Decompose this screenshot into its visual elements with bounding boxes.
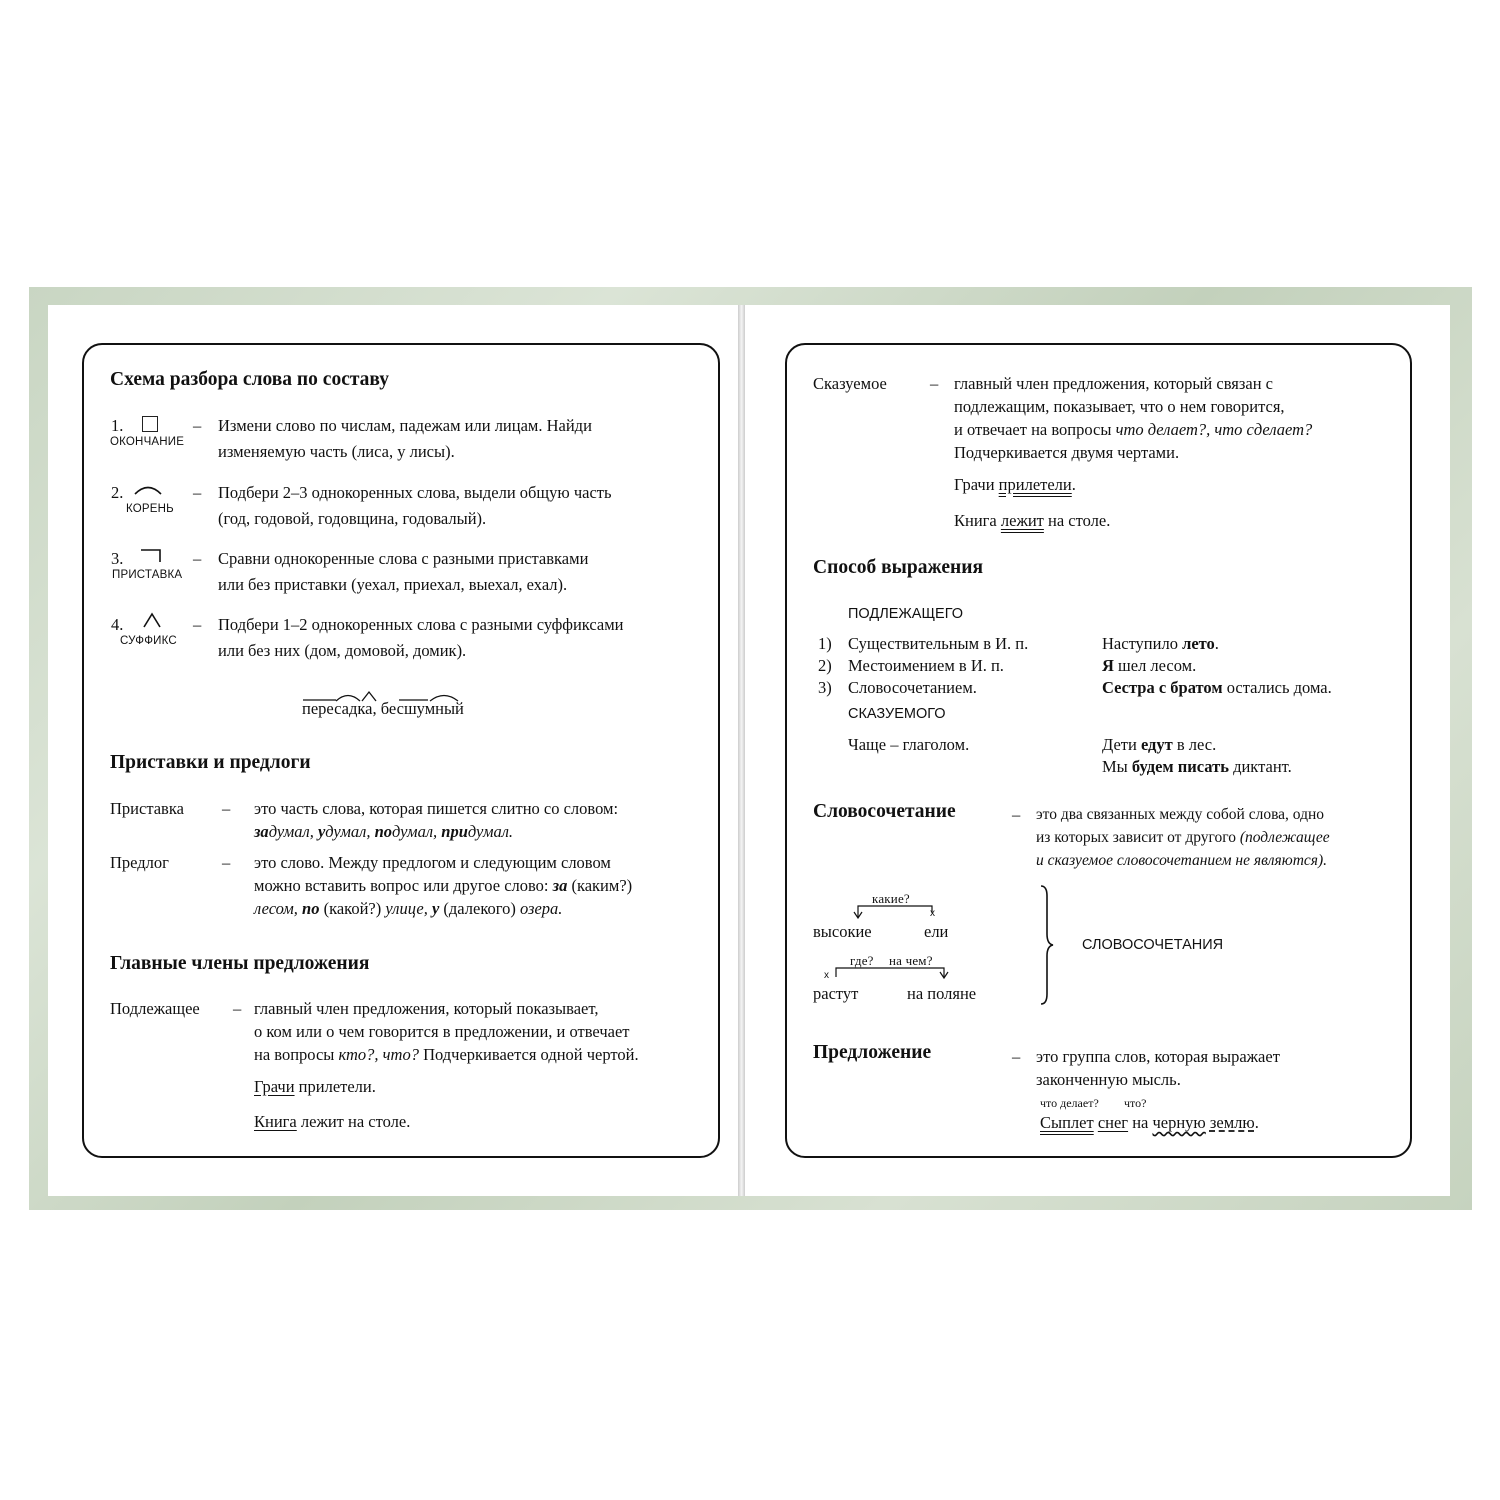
definition: на вопросы кто?, что? Подчеркивается одной чертой. bbox=[254, 1045, 639, 1064]
item-text: или без них (дом, домовой, домик). bbox=[218, 641, 467, 660]
item-text: или без приставки (уехал, приехал, выехал, ехал). bbox=[218, 575, 568, 594]
dash: – bbox=[222, 799, 231, 818]
phrase-arrow bbox=[852, 903, 937, 919]
term: Сказуемое bbox=[813, 374, 887, 393]
definition: это часть слова, которая пишется слитно со словом: bbox=[254, 799, 619, 818]
definition: подлежащим, показывает, что о нем говорится, bbox=[954, 397, 1285, 416]
definition: главный член предложения, который показывает, bbox=[254, 999, 599, 1018]
definition: главный член предложения, который связан с bbox=[954, 374, 1273, 393]
phrase-word: высокие bbox=[813, 922, 872, 941]
item-text: Подбери 2–3 однокоренных слова, выдели общую часть bbox=[218, 483, 612, 502]
definition: и сказуемое словосочетанием не являются). bbox=[1036, 852, 1328, 869]
item-number: 1. bbox=[111, 416, 124, 435]
example-words: пересадка, бесшумный bbox=[302, 699, 464, 718]
prefix-icon bbox=[140, 549, 162, 563]
morpheme-label: СУФФИКС bbox=[120, 635, 177, 647]
section-title: Способ выражения bbox=[813, 557, 984, 578]
dash: – bbox=[193, 483, 202, 502]
question-label: где? bbox=[850, 953, 874, 968]
morpheme-label: ОКОНЧАНИЕ bbox=[110, 436, 185, 448]
brace bbox=[1038, 884, 1058, 1006]
main-word-mark: х bbox=[824, 970, 830, 981]
dash: – bbox=[193, 549, 202, 568]
phrase-arrow bbox=[832, 965, 952, 983]
section-title: Приставки и предлоги bbox=[110, 752, 311, 773]
example-sentence: Грачи прилетели. bbox=[954, 475, 1076, 494]
example-sentence: Грачи прилетели. bbox=[254, 1077, 376, 1096]
subheading: ПОДЛЕЖАЩЕГО bbox=[848, 606, 964, 622]
term: Подлежащее bbox=[110, 999, 200, 1018]
item-number: 2. bbox=[111, 483, 124, 502]
question-label: какие? bbox=[872, 891, 910, 906]
term: Предлог bbox=[110, 853, 169, 872]
row-example: Я шел лесом. bbox=[1102, 656, 1197, 675]
phrase-word: растут bbox=[813, 984, 859, 1003]
item-text: (год, годовой, годовщина, годовалый). bbox=[218, 509, 487, 528]
root-icon bbox=[133, 483, 163, 495]
book-spine bbox=[738, 305, 745, 1196]
subheading: СКАЗУЕМОГО bbox=[848, 706, 946, 722]
definition: это два связанных между собой слова, одно bbox=[1036, 806, 1325, 823]
row-method: Существительным в И. п. bbox=[848, 634, 1029, 653]
question-label: что? bbox=[1124, 1096, 1147, 1110]
definition: законченную мысль. bbox=[1036, 1070, 1181, 1089]
dash: – bbox=[222, 853, 231, 872]
ending-icon bbox=[142, 416, 158, 432]
example-sentence: Книга лежит на столе. bbox=[954, 511, 1111, 530]
row-method: Местоимением в И. п. bbox=[848, 656, 1004, 675]
section-title: Схема разбора слова по составу bbox=[110, 369, 390, 390]
dash: – bbox=[930, 374, 939, 393]
dash: – bbox=[193, 416, 202, 435]
example: задумал, удумал, подумал, придумал. bbox=[254, 822, 514, 841]
row-example: Дети едут в лес. bbox=[1102, 735, 1217, 754]
item-text: Сравни однокоренные слова с разными приставками bbox=[218, 549, 589, 568]
item-text: Подбери 1–2 однокоренных слова с разными суффиксами bbox=[218, 615, 624, 634]
row-method: Чаще – глаголом. bbox=[848, 735, 970, 754]
row-example: Наступило лето. bbox=[1102, 634, 1219, 653]
row-number: 3) bbox=[818, 678, 832, 697]
dash: – bbox=[1012, 1047, 1021, 1066]
definition: это группа слов, которая выражает bbox=[1036, 1047, 1280, 1066]
section-title: Словосочетание bbox=[813, 801, 956, 822]
row-example: Сестра с братом остались дома. bbox=[1102, 678, 1332, 697]
dash: – bbox=[1012, 805, 1021, 824]
definition: и отвечает на вопросы что делает?, что сделает? bbox=[954, 420, 1313, 439]
term: Приставка bbox=[110, 799, 184, 818]
item-text: изменяемую часть (лиса, у лисы). bbox=[218, 442, 455, 461]
item-number: 3. bbox=[111, 549, 124, 568]
morpheme-label: КОРЕНЬ bbox=[126, 503, 174, 515]
example-sentence: Книга лежит на столе. bbox=[254, 1112, 411, 1131]
brace-label: СЛОВОСОЧЕТАНИЯ bbox=[1082, 937, 1224, 953]
definition: можно вставить вопрос или другое слово: за (каким?) bbox=[254, 876, 633, 895]
morpheme-label: ПРИСТАВКА bbox=[112, 569, 183, 581]
definition: о ком или о чем говорится в предложении, и отвечает bbox=[254, 1022, 630, 1041]
section-title: Главные члены предложения bbox=[110, 953, 370, 974]
dash: – bbox=[193, 615, 202, 634]
row-number: 2) bbox=[818, 656, 832, 675]
definition: лесом, по (какой?) улице, у (далекого) озера. bbox=[254, 899, 563, 918]
phrase-word: на поляне bbox=[907, 984, 977, 1003]
row-example: Мы будем писать диктант. bbox=[1102, 757, 1292, 776]
dash: – bbox=[233, 999, 242, 1018]
phrase-word: ели bbox=[924, 922, 949, 941]
item-number: 4. bbox=[111, 615, 124, 634]
suffix-icon bbox=[142, 612, 162, 628]
item-text: Измени слово по числам, падежам или лицам. Найди bbox=[218, 416, 592, 435]
question-label: на чем? bbox=[889, 953, 933, 968]
definition: Подчеркивается двумя чертами. bbox=[954, 443, 1180, 462]
main-word-mark: х bbox=[930, 908, 936, 919]
question-label: что делает? bbox=[1040, 1096, 1099, 1110]
definition: это слово. Между предлогом и следующим словом bbox=[254, 853, 611, 872]
section-title: Предложение bbox=[813, 1042, 932, 1063]
row-method: Словосочетанием. bbox=[848, 678, 977, 697]
row-number: 1) bbox=[818, 634, 832, 653]
definition: из которых зависит от другого (подлежащее bbox=[1036, 829, 1330, 846]
example-sentence: Сыплет снег на черную землю. bbox=[1040, 1113, 1259, 1132]
